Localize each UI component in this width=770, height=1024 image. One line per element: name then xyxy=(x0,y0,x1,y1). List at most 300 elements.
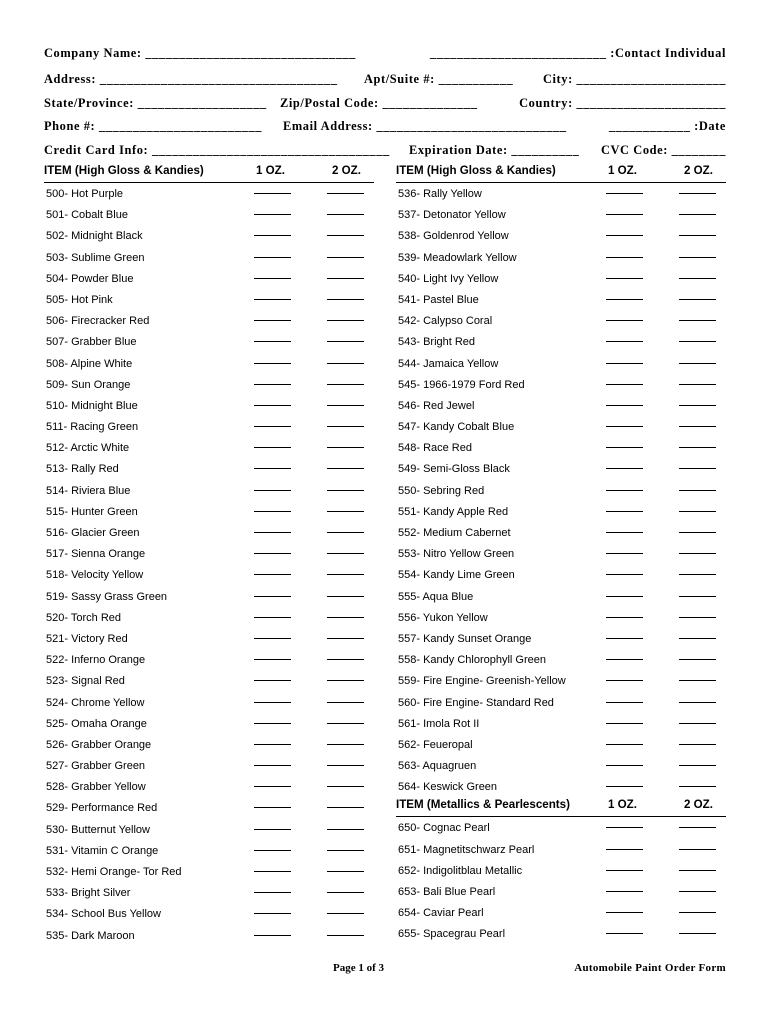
two-oz-quantity-field[interactable] xyxy=(327,363,364,364)
two-oz-quantity-field[interactable] xyxy=(679,617,716,618)
one-oz-quantity-field[interactable] xyxy=(606,532,643,533)
state-province-field[interactable]: State/Province: ___________________ xyxy=(44,96,267,110)
two-oz-quantity-field[interactable] xyxy=(327,702,364,703)
list-item xyxy=(396,396,726,417)
one-oz-quantity-field[interactable] xyxy=(606,405,643,406)
table-header xyxy=(396,164,726,183)
two-oz-quantity-field[interactable] xyxy=(327,596,364,597)
item-label: 522- Inferno Orange xyxy=(46,654,146,667)
one-oz-quantity-field[interactable] xyxy=(606,680,643,681)
two-oz-quantity-field[interactable] xyxy=(327,680,364,681)
one-oz-quantity-field[interactable] xyxy=(254,405,291,406)
item-label: 511- Racing Green xyxy=(46,421,139,434)
two-oz-quantity-field[interactable] xyxy=(327,278,364,279)
list-item xyxy=(396,629,726,650)
list-item xyxy=(44,798,374,819)
item-label: 539- Meadowlark Yellow xyxy=(398,251,517,264)
two-oz-quantity-field[interactable] xyxy=(679,299,716,300)
one-oz-quantity-field[interactable] xyxy=(254,638,291,639)
item-label: 530- Butternut Yellow xyxy=(46,823,150,836)
date-field[interactable]: ____________ :Date xyxy=(608,119,726,133)
two-oz-quantity-field[interactable] xyxy=(327,574,364,575)
one-oz-quantity-field[interactable] xyxy=(254,617,291,618)
item-column-header: ITEM (High Gloss & Kandies) xyxy=(396,164,556,177)
list-item xyxy=(396,311,726,332)
item-label: 505- Hot Pink xyxy=(46,293,113,306)
item-label: 513- Rally Red xyxy=(46,463,119,476)
one-oz-quantity-field[interactable] xyxy=(254,511,291,512)
email-field[interactable]: Email Address: ____________________________ xyxy=(283,119,567,133)
item-label: 546- Red Jewel xyxy=(398,399,475,412)
one-oz-quantity-field[interactable] xyxy=(254,278,291,279)
one-oz-quantity-field[interactable] xyxy=(254,765,291,766)
item-label: 532- Hemi Orange- Tor Red xyxy=(46,866,182,878)
one-oz-quantity-field[interactable] xyxy=(254,553,291,554)
country-field[interactable]: Country: ______________________ xyxy=(519,96,726,110)
one-oz-quantity-field[interactable] xyxy=(254,299,291,300)
two-oz-quantity-field[interactable] xyxy=(327,723,364,724)
expiration-date-field[interactable]: Expiration Date: __________ xyxy=(409,143,580,157)
two-oz-quantity-field[interactable] xyxy=(327,935,364,936)
page-number: Page 1 of 3 xyxy=(333,962,385,974)
one-oz-quantity-field[interactable] xyxy=(606,426,643,427)
two-oz-quantity-field[interactable] xyxy=(679,341,716,342)
two-oz-quantity-field[interactable] xyxy=(327,384,364,385)
item-label: 653- Bali Blue Pearl xyxy=(398,886,496,898)
two-oz-quantity-field[interactable] xyxy=(327,786,364,787)
one-oz-quantity-field[interactable] xyxy=(254,702,291,703)
two-oz-quantity-field[interactable] xyxy=(679,849,716,850)
list-item xyxy=(396,459,726,480)
item-label: 510- Midnight Blue xyxy=(46,399,138,412)
table-header xyxy=(44,164,374,183)
one-oz-quantity-field[interactable] xyxy=(606,638,643,639)
one-oz-quantity-field[interactable] xyxy=(606,384,643,385)
two-oz-quantity-field[interactable] xyxy=(327,638,364,639)
one-oz-quantity-field[interactable] xyxy=(254,532,291,533)
one-oz-quantity-field[interactable] xyxy=(254,744,291,745)
two-oz-quantity-field[interactable] xyxy=(327,553,364,554)
item-label: 538- Goldenrod Yellow xyxy=(398,230,509,243)
item-label: 507- Grabber Blue xyxy=(46,336,137,349)
list-item xyxy=(44,459,374,480)
one-oz-quantity-field[interactable] xyxy=(254,723,291,724)
item-label: 531- Vitamin C Orange xyxy=(46,844,159,857)
one-oz-quantity-field[interactable] xyxy=(254,447,291,448)
one-oz-quantity-field[interactable] xyxy=(606,363,643,364)
list-item xyxy=(396,354,726,375)
one-oz-quantity-field[interactable] xyxy=(606,912,643,913)
one-oz-quantity-field[interactable] xyxy=(606,933,643,934)
one-oz-quantity-field[interactable] xyxy=(254,320,291,321)
item-label: 529- Performance Red xyxy=(46,802,158,815)
list-item xyxy=(396,587,726,608)
one-oz-quantity-field[interactable] xyxy=(254,935,291,936)
item-label: 523- Signal Red xyxy=(46,675,125,688)
two-oz-quantity-field[interactable] xyxy=(679,490,716,491)
item-label: 521- Victory Red xyxy=(46,632,128,645)
two-oz-quantity-field[interactable] xyxy=(679,320,716,321)
list-item xyxy=(44,481,374,502)
two-oz-quantity-field[interactable] xyxy=(327,807,364,808)
item-label: 502- Midnight Black xyxy=(46,230,143,243)
phone-field[interactable]: Phone #: ________________________ xyxy=(44,119,263,133)
item-label: 534- School Bus Yellow xyxy=(46,908,161,921)
list-item xyxy=(44,714,374,735)
list-item xyxy=(396,523,726,544)
list-item xyxy=(396,184,726,205)
apt-suite-field[interactable]: Apt/Suite #: ___________ xyxy=(364,72,514,86)
two-oz-quantity-field[interactable] xyxy=(679,680,716,681)
two-oz-quantity-field[interactable] xyxy=(679,891,716,892)
two-oz-column-header: 2 OZ. xyxy=(332,164,361,177)
two-oz-quantity-field[interactable] xyxy=(679,765,716,766)
item-label: 543- Bright Red xyxy=(398,336,476,349)
item-label: 554- Kandy Lime Green xyxy=(398,569,515,582)
two-oz-quantity-field[interactable] xyxy=(679,235,716,236)
two-oz-quantity-field[interactable] xyxy=(327,659,364,660)
item-label: 562- Feueropal xyxy=(398,738,473,751)
list-item xyxy=(396,290,726,311)
two-oz-quantity-field[interactable] xyxy=(679,532,716,533)
one-oz-quantity-field[interactable] xyxy=(606,617,643,618)
zip-postal-field[interactable]: Zip/Postal Code: ______________ xyxy=(280,96,478,110)
city-field[interactable]: City: ______________________ xyxy=(542,72,726,86)
one-oz-quantity-field[interactable] xyxy=(606,596,643,597)
item-column-header: ITEM (High Gloss & Kandies) xyxy=(44,164,204,177)
two-oz-quantity-field[interactable] xyxy=(679,723,716,724)
list-item xyxy=(44,417,374,438)
item-label: 564- Keswick Green xyxy=(398,781,498,794)
one-oz-quantity-field[interactable] xyxy=(606,193,643,194)
two-oz-quantity-field[interactable] xyxy=(679,278,716,279)
two-oz-quantity-field[interactable] xyxy=(327,511,364,512)
list-item xyxy=(44,883,374,904)
one-oz-quantity-field[interactable] xyxy=(254,913,291,914)
list-item xyxy=(44,629,374,650)
item-label: 537- Detonator Yellow xyxy=(398,209,506,222)
item-label: 515- Hunter Green xyxy=(46,505,138,518)
two-oz-quantity-field[interactable] xyxy=(679,468,716,469)
list-item xyxy=(396,903,726,924)
one-oz-quantity-field[interactable] xyxy=(254,680,291,681)
item-label: 519- Sassy Grass Green xyxy=(46,590,168,603)
list-item xyxy=(44,396,374,417)
item-label: 508- Alpine White xyxy=(46,357,133,370)
two-oz-quantity-field[interactable] xyxy=(679,638,716,639)
two-oz-column-header: 2 OZ. xyxy=(684,164,713,177)
one-oz-quantity-field[interactable] xyxy=(606,849,643,850)
one-oz-quantity-field[interactable] xyxy=(254,596,291,597)
list-item xyxy=(396,756,726,777)
two-oz-quantity-field[interactable] xyxy=(679,786,716,787)
list-item xyxy=(396,226,726,247)
list-item xyxy=(44,226,374,247)
one-oz-quantity-field[interactable] xyxy=(254,807,291,808)
one-oz-quantity-field[interactable] xyxy=(606,490,643,491)
two-oz-quantity-field[interactable] xyxy=(327,829,364,830)
two-oz-quantity-field[interactable] xyxy=(679,214,716,215)
one-oz-quantity-field[interactable] xyxy=(606,553,643,554)
list-item xyxy=(44,184,374,205)
item-label: 506- Firecracker Red xyxy=(46,315,150,328)
item-label: 548- Race Red xyxy=(398,442,472,455)
two-oz-quantity-field[interactable] xyxy=(679,574,716,575)
list-item xyxy=(44,354,374,375)
one-oz-quantity-field[interactable] xyxy=(606,468,643,469)
item-label: 528- Grabber Yellow xyxy=(46,781,146,794)
one-oz-quantity-field[interactable] xyxy=(254,871,291,872)
two-oz-quantity-field[interactable] xyxy=(679,827,716,828)
credit-card-field[interactable]: Credit Card Info: ___________________________________ xyxy=(44,143,390,157)
one-oz-quantity-field[interactable] xyxy=(606,511,643,512)
one-oz-quantity-field[interactable] xyxy=(254,850,291,851)
two-oz-quantity-field[interactable] xyxy=(327,490,364,491)
item-label: 524- Chrome Yellow xyxy=(46,696,145,709)
list-item xyxy=(44,841,374,862)
two-oz-quantity-field[interactable] xyxy=(327,447,364,448)
two-oz-quantity-field[interactable] xyxy=(327,617,364,618)
item-label: 545- 1966-1979 Ford Red xyxy=(398,378,525,391)
two-oz-quantity-field[interactable] xyxy=(679,933,716,934)
one-oz-quantity-field[interactable] xyxy=(606,214,643,215)
two-oz-quantity-field[interactable] xyxy=(327,299,364,300)
one-oz-quantity-field[interactable] xyxy=(254,468,291,469)
two-oz-quantity-field[interactable] xyxy=(679,702,716,703)
one-oz-quantity-field[interactable] xyxy=(606,235,643,236)
two-oz-quantity-field[interactable] xyxy=(679,447,716,448)
list-item xyxy=(44,375,374,396)
item-label: 560- Fire Engine- Standard Red xyxy=(398,696,554,709)
item-label: 547- Kandy Cobalt Blue xyxy=(398,421,515,434)
one-oz-quantity-field[interactable] xyxy=(606,278,643,279)
two-oz-quantity-field[interactable] xyxy=(679,193,716,194)
two-oz-quantity-field[interactable] xyxy=(679,257,716,258)
one-oz-quantity-field[interactable] xyxy=(606,765,643,766)
list-item xyxy=(44,587,374,608)
two-oz-quantity-field[interactable] xyxy=(679,426,716,427)
item-label: 551- Kandy Apple Red xyxy=(398,505,509,518)
one-oz-quantity-field[interactable] xyxy=(606,659,643,660)
company-name-field[interactable]: Company Name: _______________________________ xyxy=(44,46,356,60)
two-oz-quantity-field[interactable] xyxy=(679,744,716,745)
two-oz-quantity-field[interactable] xyxy=(327,405,364,406)
one-oz-column-header: 1 OZ. xyxy=(608,798,637,812)
one-oz-quantity-field[interactable] xyxy=(606,891,643,892)
one-oz-quantity-field[interactable] xyxy=(606,574,643,575)
item-label: 503- Sublime Green xyxy=(46,251,145,264)
item-label: 651- Magnetitschwarz Pearl xyxy=(398,843,535,856)
one-oz-quantity-field[interactable] xyxy=(254,235,291,236)
item-label: 501- Cobalt Blue xyxy=(46,209,128,222)
list-item xyxy=(396,714,726,735)
one-oz-quantity-field[interactable] xyxy=(606,341,643,342)
item-label: 654- Caviar Pearl xyxy=(398,907,484,920)
two-oz-quantity-field[interactable] xyxy=(327,468,364,469)
contact-individual-field[interactable]: __________________________ :Contact Individual xyxy=(429,46,726,60)
one-oz-quantity-field[interactable] xyxy=(606,702,643,703)
item-label: 652- Indigolitblau Metallic xyxy=(398,864,523,877)
two-oz-quantity-field[interactable] xyxy=(327,214,364,215)
one-oz-quantity-field[interactable] xyxy=(254,574,291,575)
item-label: 544- Jamaica Yellow xyxy=(398,357,499,370)
two-oz-quantity-field[interactable] xyxy=(679,553,716,554)
item-label: 520- Torch Red xyxy=(46,611,122,624)
two-oz-quantity-field[interactable] xyxy=(327,850,364,851)
item-label: 559- Fire Engine- Greenish-Yellow xyxy=(398,675,566,688)
two-oz-quantity-field[interactable] xyxy=(679,363,716,364)
list-item xyxy=(44,311,374,332)
two-oz-quantity-field[interactable] xyxy=(327,341,364,342)
item-label: 561- Imola Rot II xyxy=(398,717,480,730)
two-oz-quantity-field[interactable] xyxy=(679,912,716,913)
list-item xyxy=(44,756,374,777)
list-item xyxy=(44,671,374,692)
list-item xyxy=(44,777,374,798)
one-oz-quantity-field[interactable] xyxy=(254,659,291,660)
item-label: 500- Hot Purple xyxy=(46,188,124,200)
one-oz-quantity-field[interactable] xyxy=(254,214,291,215)
item-label: 650- Cognac Pearl xyxy=(398,822,490,835)
item-label: 509- Sun Orange xyxy=(46,378,131,391)
item-label: 514- Riviera Blue xyxy=(46,484,131,497)
list-item xyxy=(396,924,726,945)
two-oz-quantity-field[interactable] xyxy=(327,532,364,533)
list-item xyxy=(396,818,726,839)
list-item xyxy=(44,332,374,353)
two-oz-quantity-field[interactable] xyxy=(679,405,716,406)
one-oz-quantity-field[interactable] xyxy=(606,320,643,321)
two-oz-quantity-field[interactable] xyxy=(679,384,716,385)
list-item xyxy=(44,735,374,756)
item-label: 517- Sienna Orange xyxy=(46,548,146,561)
one-oz-quantity-field[interactable] xyxy=(254,829,291,830)
list-item xyxy=(44,650,374,671)
one-oz-quantity-field[interactable] xyxy=(254,490,291,491)
item-label: 535- Dark Maroon xyxy=(46,929,135,942)
list-item xyxy=(396,205,726,226)
right-order-table xyxy=(396,164,726,946)
list-item xyxy=(396,671,726,692)
list-item xyxy=(44,248,374,269)
item-label: 550- Sebring Red xyxy=(398,484,485,497)
two-oz-quantity-field[interactable] xyxy=(327,193,364,194)
item-label: 504- Powder Blue xyxy=(46,272,134,285)
item-label: 526- Grabber Orange xyxy=(46,738,152,751)
two-oz-quantity-field[interactable] xyxy=(327,257,364,258)
list-item xyxy=(44,544,374,565)
one-oz-quantity-field[interactable] xyxy=(606,786,643,787)
item-label: 552- Medium Cabernet xyxy=(398,527,511,539)
list-item xyxy=(396,840,726,861)
two-oz-quantity-field[interactable] xyxy=(327,892,364,893)
cvc-code-field[interactable]: CVC Code: ________ xyxy=(600,143,726,157)
item-label: 557- Kandy Sunset Orange xyxy=(398,632,532,645)
list-item xyxy=(396,332,726,353)
list-item xyxy=(396,438,726,459)
one-oz-quantity-field[interactable] xyxy=(254,193,291,194)
item-label: 540- Light Ivy Yellow xyxy=(398,272,499,285)
list-item xyxy=(396,565,726,586)
two-oz-quantity-field[interactable] xyxy=(327,320,364,321)
item-label: 556- Yukon Yellow xyxy=(398,611,488,624)
list-item xyxy=(44,502,374,523)
item-label: 655- Spacegrau Pearl xyxy=(398,928,506,941)
list-item xyxy=(396,861,726,882)
one-oz-quantity-field[interactable] xyxy=(606,447,643,448)
list-item xyxy=(396,735,726,756)
one-oz-quantity-field[interactable] xyxy=(606,827,643,828)
list-item xyxy=(44,862,374,883)
list-item xyxy=(396,417,726,438)
form-title: Automobile Paint Order Form xyxy=(574,962,726,974)
list-item xyxy=(44,926,374,947)
list-item xyxy=(44,269,374,290)
item-label: 536- Rally Yellow xyxy=(398,188,482,200)
item-label: 553- Nitro Yellow Green xyxy=(398,548,515,561)
two-oz-quantity-field[interactable] xyxy=(679,870,716,871)
list-item xyxy=(396,693,726,714)
item-label: 542- Calypso Coral xyxy=(398,315,493,328)
two-oz-quantity-field[interactable] xyxy=(679,511,716,512)
item-label: 518- Velocity Yellow xyxy=(46,569,144,582)
one-oz-quantity-field[interactable] xyxy=(254,786,291,787)
one-oz-quantity-field[interactable] xyxy=(606,744,643,745)
item-label: 516- Glacier Green xyxy=(46,527,140,539)
one-oz-quantity-field[interactable] xyxy=(606,870,643,871)
list-item xyxy=(396,269,726,290)
two-oz-quantity-field[interactable] xyxy=(327,426,364,427)
two-oz-column-header: 2 OZ. xyxy=(684,798,713,812)
one-oz-quantity-field[interactable] xyxy=(606,723,643,724)
two-oz-quantity-field[interactable] xyxy=(327,871,364,872)
two-oz-quantity-field[interactable] xyxy=(327,765,364,766)
list-item xyxy=(44,608,374,629)
one-oz-quantity-field[interactable] xyxy=(606,299,643,300)
two-oz-quantity-field[interactable] xyxy=(679,596,716,597)
list-item xyxy=(396,502,726,523)
list-item xyxy=(396,777,726,798)
one-oz-quantity-field[interactable] xyxy=(254,892,291,893)
item-label: 558- Kandy Chlorophyll Green xyxy=(398,654,546,667)
list-item xyxy=(396,608,726,629)
item-label: 512- Arctic White xyxy=(46,442,130,455)
list-item xyxy=(44,693,374,714)
address-field[interactable]: Address: ___________________________________ xyxy=(44,72,338,86)
list-item xyxy=(44,438,374,459)
item-label: 555- Aqua Blue xyxy=(398,590,474,603)
two-oz-quantity-field[interactable] xyxy=(327,744,364,745)
list-item xyxy=(396,481,726,502)
list-item xyxy=(44,904,374,925)
two-oz-quantity-field[interactable] xyxy=(327,913,364,914)
two-oz-quantity-field[interactable] xyxy=(327,235,364,236)
one-oz-quantity-field[interactable] xyxy=(254,257,291,258)
list-item xyxy=(396,375,726,396)
one-oz-quantity-field[interactable] xyxy=(254,363,291,364)
item-label: 549- Semi-Gloss Black xyxy=(398,463,510,476)
one-oz-quantity-field[interactable] xyxy=(254,384,291,385)
one-oz-column-header: 1 OZ. xyxy=(256,164,285,177)
one-oz-quantity-field[interactable] xyxy=(254,341,291,342)
one-oz-quantity-field[interactable] xyxy=(606,257,643,258)
two-oz-quantity-field[interactable] xyxy=(679,659,716,660)
metallics-table-header xyxy=(396,798,726,817)
list-item xyxy=(396,248,726,269)
one-oz-quantity-field[interactable] xyxy=(254,426,291,427)
list-item xyxy=(44,205,374,226)
list-item xyxy=(396,882,726,903)
